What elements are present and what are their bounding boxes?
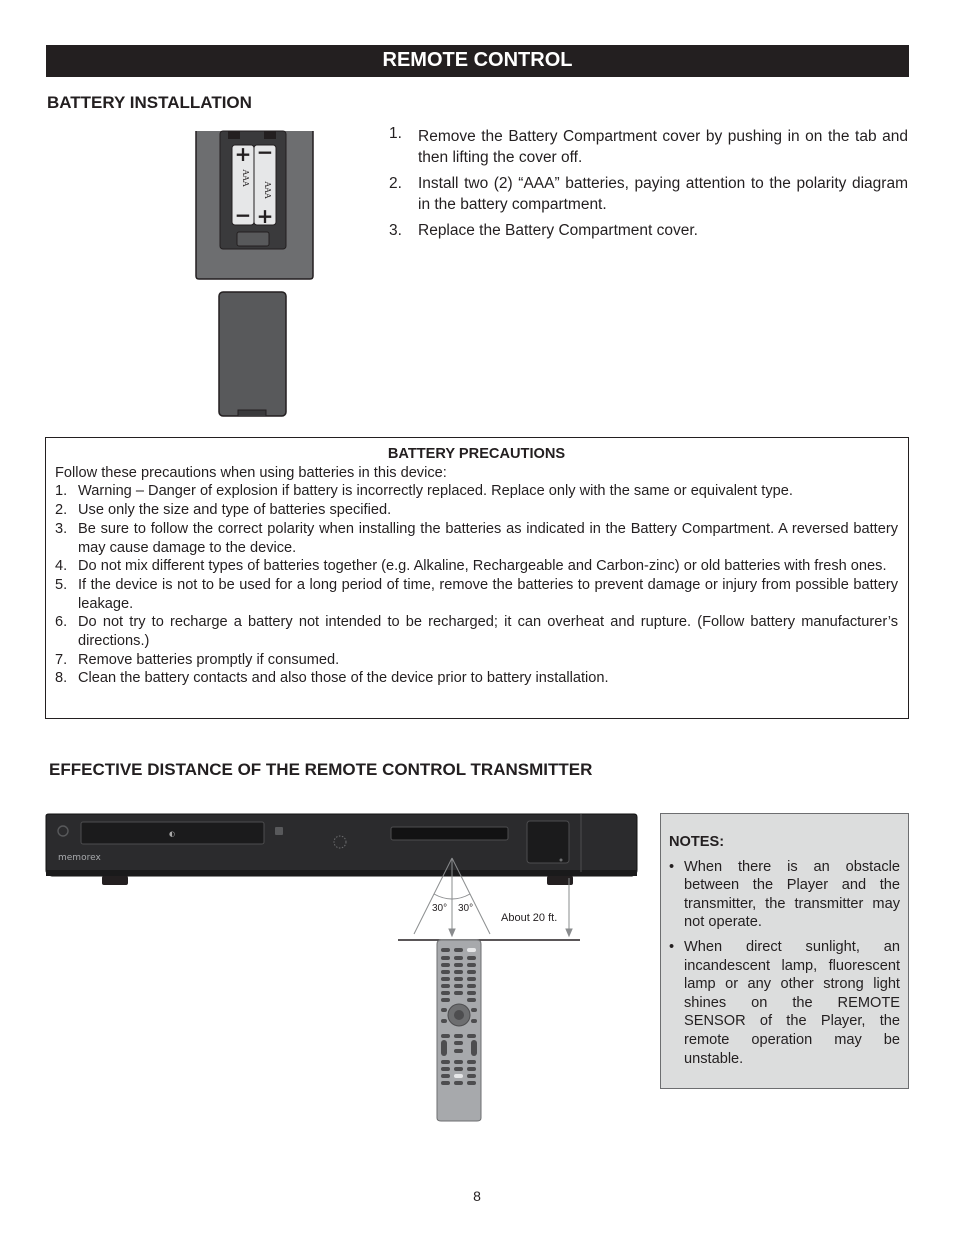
step-item: 3. Replace the Battery Compartment cover. (389, 222, 698, 239)
blu-ray-player (46, 814, 637, 885)
step-item: 1. Remove the Battery Compartment cover by pushing in on the tab and then lifting the cover off. (389, 125, 908, 166)
blu-ray-logo: ◐ (168, 830, 176, 838)
bullet-icon: • (669, 938, 675, 955)
section-banner: REMOTE CONTROL (46, 45, 909, 77)
battery-label: AAA (263, 181, 272, 199)
brand-logo: memorex (58, 853, 101, 863)
angle-label-left: 30° (432, 903, 448, 914)
remote-control (437, 940, 481, 1121)
plus-symbol: + (256, 204, 274, 228)
angle-label-right: 30° (458, 903, 474, 914)
precaution-item: 2. Use only the size and type of batteries specified. (55, 502, 392, 519)
battery-compartment-illustration (190, 128, 325, 423)
effective-distance-heading: EFFECTIVE DISTANCE OF THE REMOTE CONTROL TRANSMITTER (49, 760, 593, 779)
precaution-item: 5. If the device is not to be used for a long period of time, remove the batteries to prevent damage or injury from possible battery leakage. (55, 576, 898, 612)
plus-symbol: + (234, 142, 252, 166)
minus-symbol: − (234, 203, 252, 227)
precautions-intro: Follow these precautions when using batteries in this device: (55, 464, 447, 481)
battery-label: AAA (241, 169, 250, 187)
notes-title: NOTES: (669, 834, 725, 850)
page-number: 8 (473, 1188, 481, 1204)
precaution-item: 7. Remove batteries promptly if consumed. (55, 651, 340, 668)
note-item: • When there is an obstacle between the Player and the transmitter, the transmitter may not operate. (669, 858, 900, 931)
precaution-item: 6. Do not try to recharge a battery not intended to be recharged; it can overheat and rupture. (Follow battery manufacturer’s directions.) (55, 614, 898, 650)
precautions-title: BATTERY PRECAUTIONS (387, 446, 566, 462)
battery-installation-heading: BATTERY INSTALLATION (47, 93, 252, 112)
precaution-item: 4. Do not mix different types of batteries together (e.g. Alkaline, Rechargeable and Carbon-zinc) or old batteries with fresh ones. (55, 558, 887, 575)
step-item: 2. Install two (2) “AAA” batteries, paying attention to the polarity diagram in the battery compartment. (389, 175, 908, 213)
distance-label: About 20 ft. (501, 912, 558, 924)
player-remote-diagram (44, 812, 644, 1127)
installation-steps (389, 127, 908, 248)
bullet-icon: • (669, 858, 675, 875)
note-item: • When direct sunlight, an incandescent lamp, fluorescent lamp or any other strong light shines on the REMOTE SENSOR of the Player, the remote operation may be unstable. (669, 938, 900, 1067)
notes-box (660, 813, 909, 1089)
precaution-item: 8. Clean the battery contacts and also those of the device prior to battery installation. (55, 670, 609, 687)
precaution-item: 1. Warning – Danger of explosion if battery is incorrectly replaced. Replace only with the same or equivalent type. (55, 483, 793, 500)
precaution-item: 3. Be sure to follow the correct polarity when installing the batteries as indicated in the Battery Compartment. A reversed battery may cause damage to the device. (55, 520, 898, 556)
battery-precautions-box (45, 437, 909, 719)
minus-symbol: − (256, 140, 274, 164)
